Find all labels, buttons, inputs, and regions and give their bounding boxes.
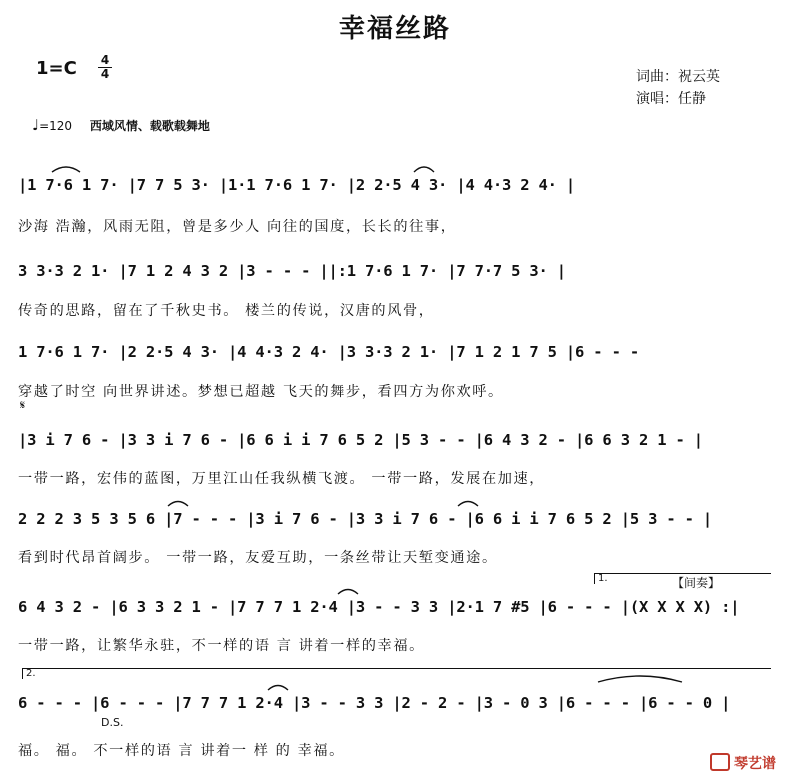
lyrics-line: 一带一路，让繁华永驻，不一样的语 言 讲着一样的幸福。 <box>18 638 425 654</box>
lyrics-line: 一带一路，宏伟的蓝图，万里江山任我纵横飞渡。 一带一路，发展在加速， <box>18 471 546 487</box>
time-signature-bottom: 4 <box>100 67 110 81</box>
watermark-logo <box>710 753 776 773</box>
time-signature-top: 4 <box>100 53 110 67</box>
lyrics-line: 看到时代昂首阔步。 一带一路，友爱互助，一条丝带让天堑变通途。 <box>18 550 498 566</box>
notation-line: 2 2 2 3 5 3 5 6 |7 - - - |3 i 7 6 - |3 3 i 7 6 - |6 6 i i 7 6 5 2 |5 3 - - | <box>18 510 713 528</box>
slur <box>414 167 434 172</box>
notation-line: 3 3·3 2 1· |7 1 2 4 3 2 |3 - - - ||:1 7·6 1 7· |7 7·7 5 3· | <box>18 262 566 280</box>
slur <box>598 676 682 682</box>
notation-line: |3 i 7 6 - |3 3 i 7 6 - |6 6 i i 7 6 5 2 |5 3 - - |6 4 3 2 - |6 6 3 2 1 - | <box>18 431 703 449</box>
slur <box>268 686 288 691</box>
watermark-text: 琴艺谱 <box>734 756 776 772</box>
notation-line: 1 7·6 1 7· |2 2·5 4 3· |4 4·3 2 4· |3 3·3 2 1· |7 1 2 1 7 5 |6 - - - <box>18 343 639 361</box>
slur <box>338 590 358 595</box>
song-title: 幸福丝路 <box>338 14 451 44</box>
notation-line: 6 4 3 2 - |6 3 3 2 1 - |7 7 7 1 2·4 |3 - - 3 3 |2·1 7 #5 |6 - - - |(X X X X) :| <box>18 598 740 616</box>
lyrics-line: 传奇的思路，留在了千秋史书。 楼兰的传说，汉唐的风骨， <box>18 303 435 319</box>
interlude-label: 【间奏】 <box>672 576 721 590</box>
lyrics-line: 沙海 浩瀚，风雨无阻，曾是多少人 向往的国度，长长的往事， <box>18 219 457 235</box>
slur <box>168 502 188 507</box>
logo-icon <box>710 753 730 771</box>
second-ending-label: 2. <box>26 668 36 679</box>
lyrics-line: 福。 福。 不一样的语 言 讲着一 样 的 幸福。 <box>18 743 345 759</box>
dal-segno-mark: D.S. <box>101 716 124 729</box>
first-ending-label: 1. <box>598 573 608 584</box>
key-signature: 1=C <box>36 58 77 79</box>
lyrics-line: 穿越了时空 向世界讲述。梦想已超越 飞天的舞步，看四方为你欢呼。 <box>18 384 504 400</box>
tempo-value: =120 <box>39 119 73 133</box>
notation-line: |1 7·6 1 7· |7 7 5 3· |1·1 7·6 1 7· |2 2·5 4 3· |4 4·3 2 4· | <box>18 176 576 194</box>
quarter-note-icon: ♩ <box>32 116 40 134</box>
notation-line: 6 - - - |6 - - - |7 7 7 1 2·4 |3 - - 3 3 |2 - 2 - |3 - 0 3 |6 - - - |6 - - 0 | <box>18 694 731 712</box>
slur <box>458 502 478 507</box>
singer-credit: 演唱：任静 <box>636 91 706 107</box>
segno-sign: 𝄋 <box>20 398 26 412</box>
lyricist-composer-credit: 词曲：祝云英 <box>636 69 720 85</box>
slur <box>52 167 80 172</box>
tempo-style: 西域风情、载歌载舞地 <box>89 119 210 133</box>
